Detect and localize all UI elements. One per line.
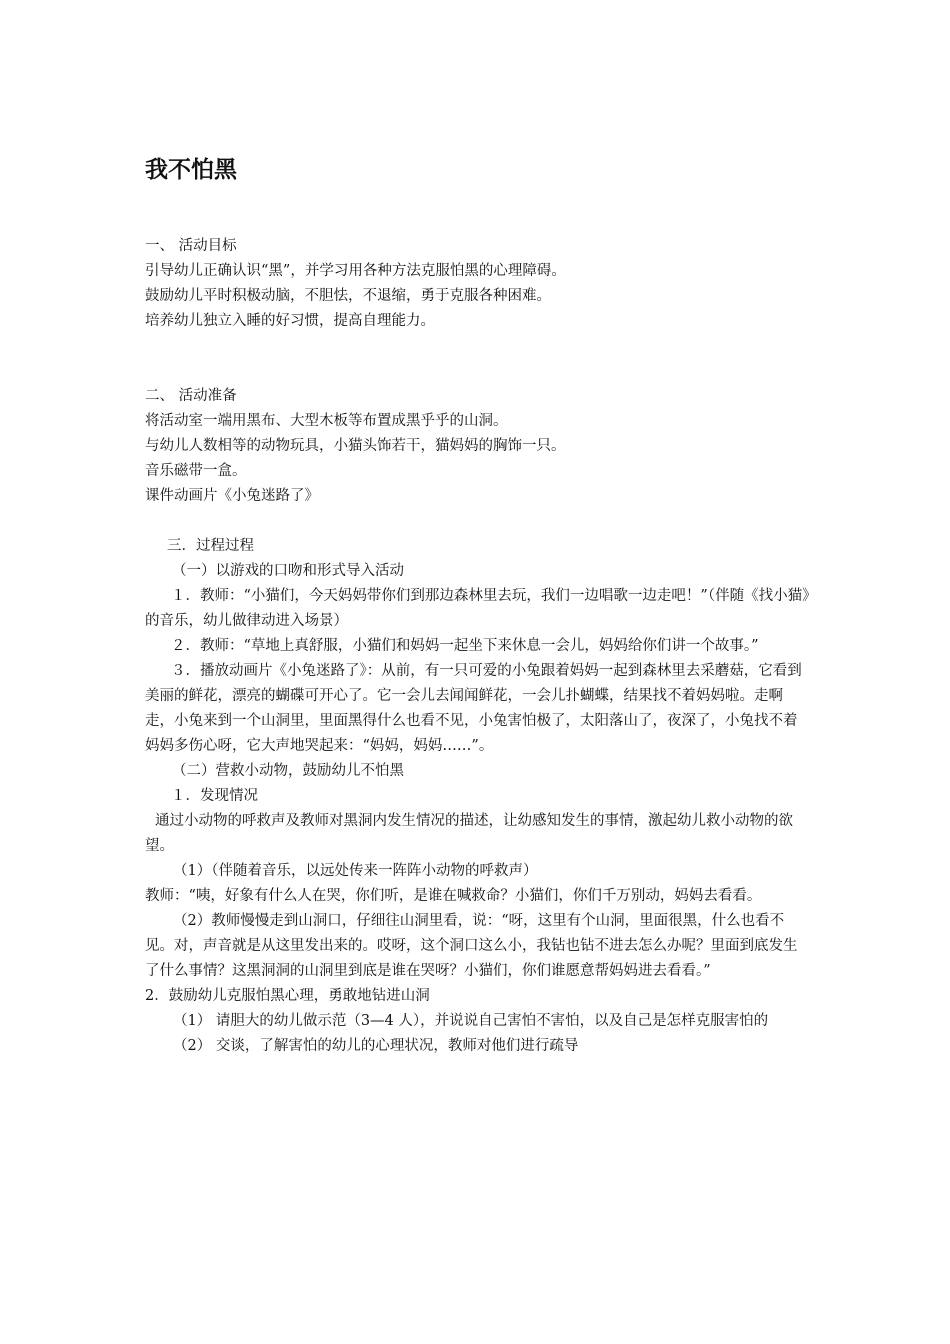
paragraph: ２．教师：“草地上真舒服，小猫们和妈妈一起坐下来休息一会儿，妈妈给你们讲一个故事。” [171, 638, 759, 654]
paragraph: 教师：“咦，好象有什么人在哭，你们听，是谁在喊救命？小猫们，你们千万别动，妈妈去看看。 [145, 888, 762, 904]
paragraph: （1）（伴随着音乐，以远处传来一阵阵小动物的呼救声） [173, 863, 538, 879]
section-heading: 一、 活动目标 [145, 238, 237, 254]
list-item: 引导幼儿正确认识“黑”，并学习用各种方法克服怕黑的心理障碍。 [145, 263, 566, 279]
paragraph: 通过小动物的呼救声及教师对黑洞内发生情况的描述，让幼感知发生的事情，激起幼儿救小动物的欲望。 [145, 813, 793, 854]
paragraph: （1） 请胆大的幼儿做示范（3—4 人），并说说自己害怕不害怕，以及自己是怎样克服害怕的 [173, 1013, 769, 1029]
list-item: 鼓励幼儿平时积极动脑，不胆怯，不退缩，勇于克服各种困难。 [145, 288, 551, 304]
section-process [145, 534, 810, 1059]
document-title: 我不怕黑 [145, 157, 237, 183]
subsection-heading: （二）营救小动物，鼓励幼儿不怕黑 [172, 763, 404, 779]
paragraph: ３．播放动画片《小兔迷路了》：从前，有一只可爱的小兔跟着妈妈一起到森林里去采蘑菇，它看到美丽的鲜花，漂亮的蝴碟可开心了。它一会儿去闻闻鲜花，一会儿扑蝴蝶，结果找不着妈妈啦。走啊走，小兔来到一个山洞里，里面黑得什么也看不见，小兔害怕极了，太阳落山了，夜深了，小兔找不着妈妈多伤心呀，它大声地哭起来：“妈妈，妈妈……”。 [145, 663, 802, 754]
list-item: 与幼儿人数相等的动物玩具，小猫头饰若干，猫妈妈的胸饰一只。 [145, 438, 566, 454]
section-objectives [145, 234, 810, 334]
sub-heading: １．发现情况 [171, 788, 258, 804]
sub-heading: 2．鼓励幼儿克服怕黑心理，勇敢地钻进山洞 [145, 988, 430, 1004]
list-item: 课件动画片《小兔迷路了》 [145, 488, 319, 504]
list-item: 将活动室一端用黑布、大型木板等布置成黑乎乎的山洞。 [145, 413, 508, 429]
paragraph: （2）教师慢慢走到山洞口，仔细往山洞里看，说：“呀，这里有个山洞，里面很黑，什么也看不见。对，声音就是从这里发出来的。哎呀，这个洞口这么小，我钻也钻不进去怎么办呢？里面到底发生了什么事情？这黑洞洞的山洞里到底是谁在哭呀？小猫们，你们谁愿意帮妈妈进去看看。” [145, 913, 798, 979]
list-item: 音乐磁带一盒。 [145, 463, 247, 479]
section-heading: 二、 活动准备 [145, 388, 237, 404]
list-item: 培养幼儿独立入睡的好习惯，提高自理能力。 [145, 313, 435, 329]
paragraph: （2） 交谈，了解害怕的幼儿的心理状况，教师对他们进行疏导 [173, 1038, 579, 1054]
section-preparation [145, 384, 810, 509]
paragraph: １．教师：“小猫们，今天妈妈带你们到那边森林里去玩，我们一边唱歌一边走吧！”（伴随《找小猫》的音乐，幼儿做律动进入场景） [145, 588, 810, 629]
subsection-heading: （一）以游戏的口吻和形式导入活动 [172, 563, 404, 579]
section-heading: 三．过程过程 [167, 538, 254, 554]
